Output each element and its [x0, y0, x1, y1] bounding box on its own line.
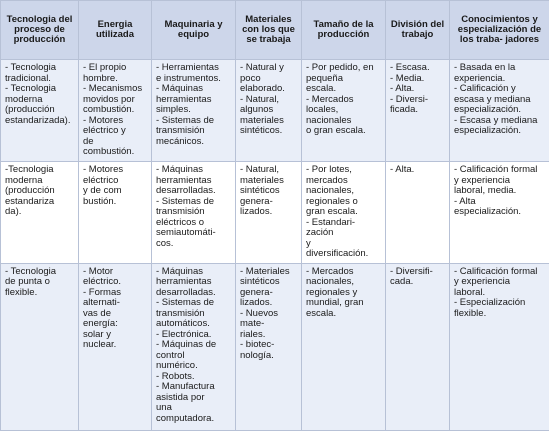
list-item: - Materiales sintéticos genera- lizados. — [240, 267, 297, 309]
header-division-of-labor: División del trabajo — [386, 1, 450, 60]
cell-technology — [1, 263, 79, 430]
list-item: - Motores eléctrico y de combustión. — [83, 116, 147, 158]
list-item: - Por pedido, en pequeña escala. — [306, 63, 381, 95]
list-item: - Formas alternati- vas de energía: solar y nuclear. — [83, 288, 147, 351]
list-item: - Natural, materiales sintéticos genera- lizados. — [240, 165, 297, 218]
list-item: - Tecnologia tradicional. — [5, 63, 74, 84]
cell-machinery — [152, 162, 236, 264]
header-technology: Tecnologia del proceso de producción — [1, 1, 79, 60]
header-materials: Materiales con los que se trabaja — [236, 1, 302, 60]
list-item: - Herramientas e instrumentos. — [156, 63, 231, 84]
list-item: - Alta. — [390, 84, 445, 95]
list-item: - Estandari- zación y diversificación. — [306, 218, 381, 260]
list-item: - Calificación y escasa y mediana especialización. — [454, 84, 545, 116]
list-item: - Escasa. — [390, 63, 445, 74]
header-worker-knowledge: Conocimientos y especialización de los traba- jadores — [450, 1, 549, 60]
cell-energy — [79, 162, 152, 264]
list-item: - Nuevos mate- riales. — [240, 309, 297, 341]
list-item: - Por lotes, mercados nacionales, regionales o gran escala. — [306, 165, 381, 218]
list-item: - Calificación formal y experiencia laboral. — [454, 267, 545, 299]
cell-materials — [236, 263, 302, 430]
cell-production-size — [302, 263, 386, 430]
list-item: - Calificación formal y experiencia laboral, media. — [454, 165, 545, 197]
list-item: - Motor eléctrico. — [83, 267, 147, 288]
list-item: - Máquinas herramientas desarrolladas. — [156, 165, 231, 197]
list-item: - Mercados locales, nacionales o gran escala. — [306, 95, 381, 137]
cell-division-of-labor — [386, 162, 450, 264]
list-item: - Mecanismos movidos por combustión. — [83, 84, 147, 116]
list-item: - Manufactura asistida por una computadora. — [156, 382, 231, 424]
list-item: - Sistemas de transmisión automáticos. — [156, 298, 231, 330]
cell-division-of-labor — [386, 60, 450, 162]
list-item: - biotec- nología. — [240, 340, 297, 361]
list-item: - Alta. — [390, 165, 445, 176]
list-item: - Máquinas herramientas desarrolladas. — [156, 267, 231, 299]
cell-machinery — [152, 263, 236, 430]
cell-technology — [1, 60, 79, 162]
list-item: - Tecnologia de punta o flexible. — [5, 267, 74, 299]
list-item: - Natural y poco elaborado. — [240, 63, 297, 95]
list-item: - Electrónica. — [156, 330, 231, 341]
table-row — [1, 60, 549, 162]
cell-worker-knowledge — [450, 263, 549, 430]
list-item: - Basada en la experiencia. — [454, 63, 545, 84]
cell-machinery — [152, 60, 236, 162]
header-production-size: Tamaño de la producción — [302, 1, 386, 60]
cell-energy — [79, 263, 152, 430]
list-item: - Motores eléctrico y de com bustión. — [83, 165, 147, 207]
list-item: -Tecnologia moderna (producción estandariza da). — [5, 165, 74, 218]
cell-materials — [236, 162, 302, 264]
list-item: - Robots. — [156, 372, 231, 383]
cell-worker-knowledge — [450, 162, 549, 264]
list-item: - Escasa y mediana especialización. — [454, 116, 545, 137]
list-item: - Sistemas de transmisión eléctricos o semiautomáti- cos. — [156, 197, 231, 250]
cell-division-of-labor — [386, 263, 450, 430]
cell-technology — [1, 162, 79, 264]
list-item: - Sistemas de transmisión mecánicos. — [156, 116, 231, 148]
cell-energy — [79, 60, 152, 162]
list-item: - Media. — [390, 74, 445, 85]
cell-worker-knowledge — [450, 60, 549, 162]
list-item: - El propio hombre. — [83, 63, 147, 84]
cell-production-size — [302, 162, 386, 264]
list-item: - Especialización flexible. — [454, 298, 545, 319]
cell-materials — [236, 60, 302, 162]
list-item: - Máquinas herramientas simples. — [156, 84, 231, 116]
list-item: - Diversi- ficada. — [390, 95, 445, 116]
header-energy: Energia utilizada — [79, 1, 152, 60]
list-item: - Tecnologia moderna (producción estandarizada). — [5, 84, 74, 126]
table-row — [1, 263, 549, 430]
list-item: - Máquinas de control numérico. — [156, 340, 231, 372]
list-item: - Mercados nacionales, regionales y mundial, gran escala. — [306, 267, 381, 320]
header-machinery: Maquinaria y equipo — [152, 1, 236, 60]
list-item: - Diversifi- cada. — [390, 267, 445, 288]
cell-production-size — [302, 60, 386, 162]
list-item: - Natural, algunos materiales sintéticos. — [240, 95, 297, 137]
table-row — [1, 162, 549, 264]
list-item: - Alta especialización. — [454, 197, 545, 218]
header-row — [1, 1, 549, 60]
